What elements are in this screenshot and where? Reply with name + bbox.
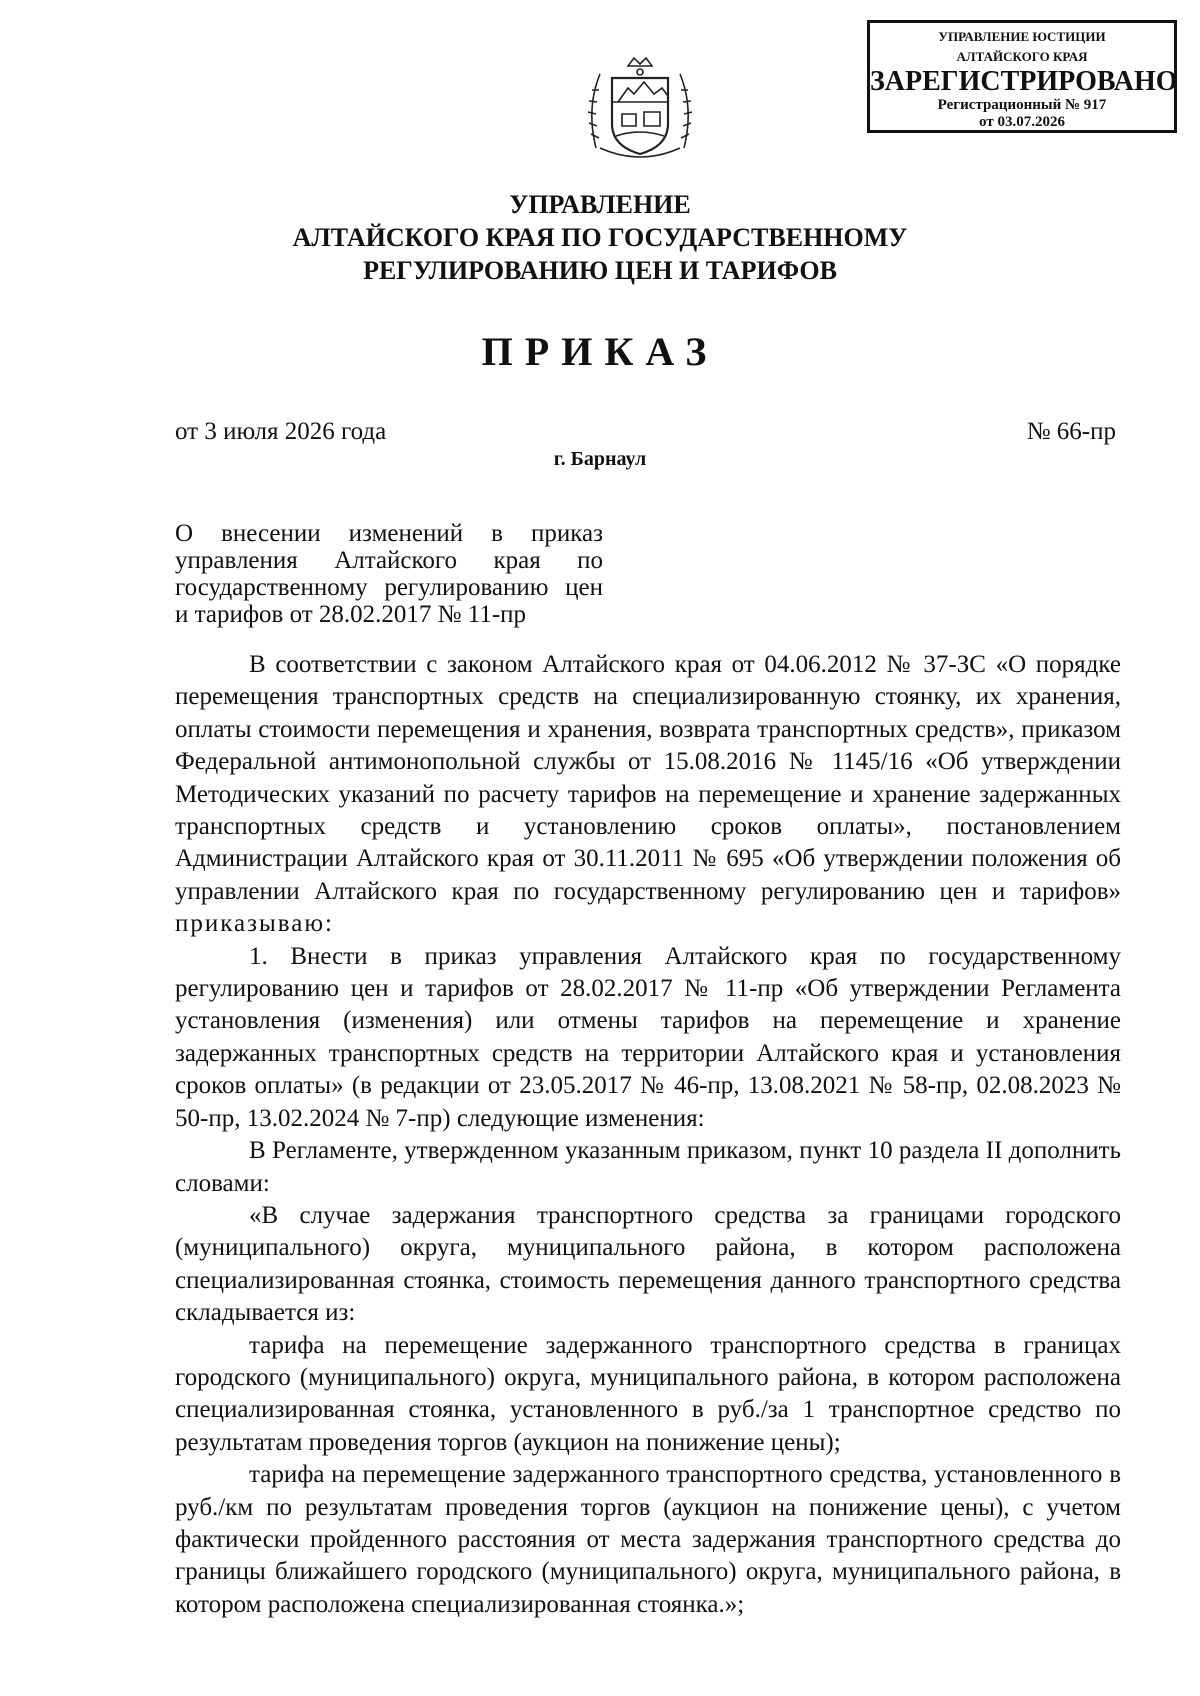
subject-line-4: и тарифов от 28.02.2017 № 11-пр [175,601,527,628]
header-line-3: РЕГУЛИРОВАНИЮ ЦЕН И ТАРИФОВ [363,256,837,285]
order-city: г. Барнаул [553,448,647,470]
order-date: от 3 июля 2026 года [175,418,387,445]
order-body [175,649,1121,1621]
stamp-title: ЗАРЕГИСТРИРОВАНО [870,66,1178,97]
stamp-org-line2: АЛТАЙСКОГО КРАЯ [956,49,1088,64]
subject-line-2: управления Алтайского края по [175,547,603,574]
legal-basis-text: В соответствии с законом Алтайского края от 04.06.2012 № 37-ЗС «О порядке перемещения транспортных средств на специализированную стоянку, их хранения, оплаты стоимости перемещения и хранения, возврата транспортных средств», приказом Федеральной антимонопольной службы от 15.08.2016 № 1145/16 «Об утверждении Методических указаний по расчету тарифов на перемещение и хранение задержанных транспортных средств и установлению сроков оплаты», постановлением Администрации Алтайского края от 30.11.2011 № 695 «Об утверждении положения об управлении Алтайского края по государственному регулированию цен и тарифов» [175,651,1121,905]
order-number: № 66-пр [1026,418,1116,445]
header-line-2: АЛТАЙСКОГО КРАЯ ПО ГОСУДАРСТВЕННОМУ [292,223,908,252]
subject-line-1: О внесении изменений в приказ [175,520,603,547]
order-subject [175,520,603,628]
stamp-date: от 03.07.2026 [979,114,1065,130]
subject-line-3: государственному регулированию цен [175,574,603,601]
paragraph-regulation-change: В Регламенте, утвержденном указанным приказом, пункт 10 раздела II дополнить словами: [175,1137,1121,1197]
stamp-registration-number: Регистрационный № 917 [937,97,1107,113]
paragraph-legal-basis [175,649,1121,941]
stamp-org-line1: УПРАВЛЕНИЕ ЮСТИЦИИ [938,29,1106,44]
order-word: приказываю: [175,910,334,938]
registration-stamp [867,20,1177,133]
paragraph-quoted-addition: «В случае задержания транспортного средства за границами городского (муниципального) округа, муниципального района, в котором расположена специализированная стоянка, стоимость перемещения данного транспортного средства складывается из: [175,1201,1121,1327]
document-type-title: ПРИКАЗ [481,329,719,374]
header-line-1: УПРАВЛЕНИЕ [509,190,691,219]
paragraph-tariff-per-vehicle: тарифа на перемещение задержанного транспортного средства в границах городского (муниципального) округа, муниципального района, в котором расположена специализированная стоянка, установленного в руб./за 1 транспортное средство по результатам проведения торгов (аукцион на понижение цены); [175,1331,1121,1456]
paragraph-tariff-per-km: тарифа на перемещение задержанного транспортного средства, установленного в руб./км по результатам проведения торгов (аукцион на понижение цены), с учетом фактически пройденного расстояния от места задержания транспортного средства до границы ближайшего городского (муниципального) округа, муниципального района, в котором расположена специализированная стоянка.»; [175,1461,1121,1618]
issuing-authority-header [0,188,1200,287]
paragraph-item-1: 1. Внести в приказ управления Алтайского края по государственному регулированию цен и тарифов от 28.02.2017 № 11-пр «Об утверждении Регламента установления (изменения) или отмены тарифов на перемещение и хранение задержанных транспортных средств на территории Алтайского края и установления сроков оплаты» (в редакции от 23.05.2017 № 46-пр, 13.08.2021 № 58-пр, 02.08.2023 № 50-пр, 13.02.2024 № 7-пр) следующие изменения: [175,942,1121,1132]
altai-krai-coat-of-arms-icon [582,48,698,164]
